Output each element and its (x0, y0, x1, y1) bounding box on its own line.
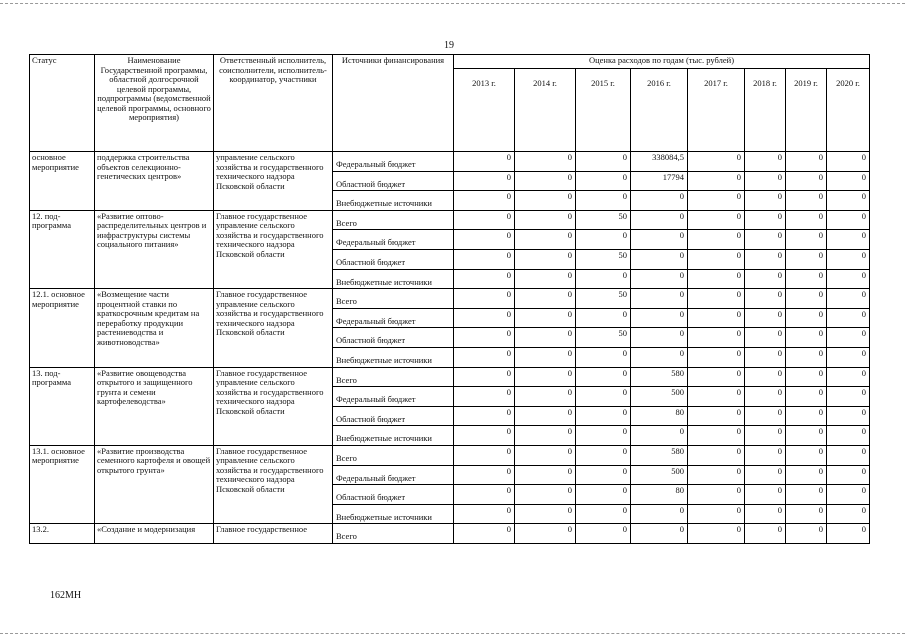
funding-source-cell: Областной бюджет (333, 406, 454, 426)
value-cell: 0 (454, 347, 515, 367)
value-cell: 0 (827, 249, 870, 269)
value-cell: 0 (454, 191, 515, 211)
value-cell: 0 (827, 328, 870, 348)
value-cell: 0 (515, 230, 576, 250)
value-cell: 0 (515, 426, 576, 446)
value-cell: 0 (631, 249, 688, 269)
value-cell: 500 (631, 465, 688, 485)
value-cell: 0 (631, 328, 688, 348)
value-cell: 0 (576, 465, 631, 485)
value-cell: 0 (454, 367, 515, 387)
value-cell: 0 (745, 387, 786, 407)
value-cell: 0 (688, 269, 745, 289)
funding-source-cell: Внебюджетные источники (333, 347, 454, 367)
value-cell: 0 (745, 465, 786, 485)
value-cell: 0 (688, 230, 745, 250)
value-cell: 0 (515, 387, 576, 407)
value-cell: 0 (827, 465, 870, 485)
value-cell: 0 (576, 406, 631, 426)
value-cell: 0 (827, 524, 870, 544)
status-cell: основное мероприятие (30, 152, 95, 211)
funding-source-cell: Федеральный бюджет (333, 387, 454, 407)
value-cell: 0 (515, 347, 576, 367)
value-cell: 0 (786, 191, 827, 211)
value-cell: 0 (454, 249, 515, 269)
value-cell: 0 (576, 171, 631, 191)
value-cell: 0 (786, 347, 827, 367)
value-cell: 0 (576, 308, 631, 328)
value-cell: 580 (631, 367, 688, 387)
value-cell: 0 (745, 230, 786, 250)
year-header: 2018 г. (745, 69, 786, 152)
value-cell: 0 (688, 406, 745, 426)
value-cell: 0 (827, 426, 870, 446)
value-cell: 0 (786, 445, 827, 465)
value-cell: 0 (515, 191, 576, 211)
value-cell: 0 (515, 406, 576, 426)
funding-source-cell: Внебюджетные источники (333, 504, 454, 524)
responsible-cell: Главное государственное (214, 524, 333, 544)
sources-header: Источники финансирования (333, 55, 454, 152)
value-cell: 0 (745, 152, 786, 172)
value-cell: 0 (688, 504, 745, 524)
value-cell: 0 (576, 387, 631, 407)
funding-source-cell: Федеральный бюджет (333, 230, 454, 250)
value-cell: 0 (745, 171, 786, 191)
value-cell: 0 (454, 269, 515, 289)
funding-source-cell: Всего (333, 210, 454, 230)
value-cell: 0 (454, 308, 515, 328)
value-cell: 0 (515, 328, 576, 348)
value-cell: 0 (454, 387, 515, 407)
value-cell: 0 (827, 406, 870, 426)
table-row (30, 210, 870, 230)
value-cell: 0 (454, 465, 515, 485)
year-header: 2013 г. (454, 69, 515, 152)
funding-source-cell: Областной бюджет (333, 249, 454, 269)
funding-source-cell: Областной бюджет (333, 171, 454, 191)
value-cell: 0 (786, 524, 827, 544)
funding-source-cell: Внебюджетные источники (333, 191, 454, 211)
year-header: 2020 г. (827, 69, 870, 152)
estimate-header: Оценка расходов по годам (тыс. рублей) (454, 55, 870, 69)
value-cell: 0 (576, 367, 631, 387)
value-cell: 0 (786, 152, 827, 172)
value-cell: 0 (515, 289, 576, 309)
table-row (30, 152, 870, 172)
year-header: 2019 г. (786, 69, 827, 152)
value-cell: 0 (745, 289, 786, 309)
value-cell: 0 (515, 465, 576, 485)
value-cell: 0 (827, 367, 870, 387)
value-cell: 0 (631, 504, 688, 524)
funding-source-cell: Областной бюджет (333, 485, 454, 505)
value-cell: 0 (786, 328, 827, 348)
value-cell: 0 (827, 308, 870, 328)
value-cell: 0 (454, 504, 515, 524)
value-cell: 0 (631, 210, 688, 230)
value-cell: 0 (786, 485, 827, 505)
value-cell: 50 (576, 249, 631, 269)
value-cell: 0 (576, 269, 631, 289)
value-cell: 0 (745, 406, 786, 426)
value-cell: 0 (745, 445, 786, 465)
year-header: 2017 г. (688, 69, 745, 152)
table-row (30, 445, 870, 465)
value-cell: 0 (631, 347, 688, 367)
status-cell: 13.2. (30, 524, 95, 544)
value-cell: 0 (827, 485, 870, 505)
value-cell: 0 (688, 485, 745, 505)
status-cell: 13.1. основное мероприятие (30, 445, 95, 523)
value-cell: 0 (827, 387, 870, 407)
responsible-cell: Главное государственное управление сельского хозяйства и государственного технического надзора Псковской области (214, 289, 333, 367)
value-cell: 338084,5 (631, 152, 688, 172)
value-cell: 0 (827, 171, 870, 191)
value-cell: 0 (688, 289, 745, 309)
responsible-header: Ответственный исполнитель, соисполнители, исполнитель-координатор, участники (214, 55, 333, 152)
value-cell: 0 (688, 171, 745, 191)
value-cell: 0 (576, 504, 631, 524)
value-cell: 50 (576, 328, 631, 348)
value-cell: 0 (688, 308, 745, 328)
funding-source-cell: Всего (333, 445, 454, 465)
value-cell: 0 (454, 406, 515, 426)
scan-bottom-edge (0, 633, 905, 634)
funding-source-cell: Внебюджетные источники (333, 426, 454, 446)
value-cell: 0 (454, 485, 515, 505)
value-cell: 0 (515, 269, 576, 289)
name-cell: «Развитие оптово-распределительных центров и инфраструктуры системы социального питания» (95, 210, 214, 288)
name-cell: «Возмещение части процентной ставки по краткосрочным кредитам на переработку продукции растениеводства и животноводства» (95, 289, 214, 367)
value-cell: 0 (454, 230, 515, 250)
page-number: 19 (444, 40, 454, 51)
value-cell: 0 (688, 210, 745, 230)
value-cell: 0 (745, 328, 786, 348)
value-cell: 0 (576, 230, 631, 250)
value-cell: 0 (786, 230, 827, 250)
table-row (30, 289, 870, 309)
value-cell: 0 (786, 210, 827, 230)
value-cell: 80 (631, 485, 688, 505)
value-cell: 0 (745, 249, 786, 269)
value-cell: 0 (454, 445, 515, 465)
value-cell: 0 (631, 524, 688, 544)
value-cell: 0 (515, 367, 576, 387)
value-cell: 0 (827, 210, 870, 230)
value-cell: 0 (688, 426, 745, 446)
value-cell: 0 (576, 485, 631, 505)
status-header: Статус (30, 55, 95, 152)
value-cell: 0 (576, 191, 631, 211)
value-cell: 0 (515, 152, 576, 172)
year-header: 2014 г. (515, 69, 576, 152)
value-cell: 0 (688, 367, 745, 387)
name-cell: «Создание и модернизация (95, 524, 214, 544)
value-cell: 0 (515, 485, 576, 505)
value-cell: 0 (688, 387, 745, 407)
name-cell: поддержка строительства объектов селекционно-генетических центров» (95, 152, 214, 211)
value-cell: 0 (786, 367, 827, 387)
value-cell: 500 (631, 387, 688, 407)
value-cell: 0 (827, 289, 870, 309)
value-cell: 0 (688, 347, 745, 367)
responsible-cell: управление сельского хозяйства и государственного технического надзора Псковской области (214, 152, 333, 211)
value-cell: 0 (745, 504, 786, 524)
value-cell: 0 (786, 387, 827, 407)
value-cell: 0 (827, 504, 870, 524)
value-cell: 0 (515, 524, 576, 544)
funding-source-cell: Областной бюджет (333, 328, 454, 348)
value-cell: 0 (515, 210, 576, 230)
value-cell: 0 (454, 524, 515, 544)
table-row (30, 524, 870, 544)
value-cell: 0 (688, 524, 745, 544)
value-cell: 0 (786, 269, 827, 289)
funding-source-cell: Внебюджетные источники (333, 269, 454, 289)
funding-source-cell: Федеральный бюджет (333, 308, 454, 328)
funding-source-cell: Всего (333, 289, 454, 309)
value-cell: 0 (786, 426, 827, 446)
value-cell: 0 (827, 445, 870, 465)
value-cell: 0 (454, 210, 515, 230)
name-cell: «Развитие овощеводства открытого и защищенного грунта и семени картофелеводства» (95, 367, 214, 445)
funding-source-cell: Всего (333, 524, 454, 544)
year-header: 2016 г. (631, 69, 688, 152)
value-cell: 50 (576, 210, 631, 230)
value-cell: 0 (688, 445, 745, 465)
value-cell: 0 (688, 328, 745, 348)
value-cell: 0 (745, 367, 786, 387)
value-cell: 0 (745, 210, 786, 230)
value-cell: 0 (515, 308, 576, 328)
table-body (30, 152, 870, 544)
value-cell: 50 (576, 289, 631, 309)
value-cell: 0 (786, 504, 827, 524)
responsible-cell: Главное государственное управление сельского хозяйства и государственного технического надзора Псковской области (214, 210, 333, 288)
value-cell: 0 (454, 152, 515, 172)
value-cell: 0 (745, 524, 786, 544)
value-cell: 0 (827, 152, 870, 172)
value-cell: 0 (786, 465, 827, 485)
funding-source-cell: Федеральный бюджет (333, 465, 454, 485)
status-cell: 12.1. основное мероприятие (30, 289, 95, 367)
value-cell: 0 (576, 426, 631, 446)
name-header: Наименование Государственной программы, областной долгосрочной целевой программы, подпрограммы (ведомственной целевой программы, основного мероприятия) (95, 55, 214, 152)
value-cell: 0 (631, 191, 688, 211)
value-cell: 0 (454, 426, 515, 446)
funding-source-cell: Всего (333, 367, 454, 387)
value-cell: 0 (515, 504, 576, 524)
value-cell: 0 (827, 347, 870, 367)
value-cell: 0 (688, 249, 745, 269)
value-cell: 0 (688, 465, 745, 485)
value-cell: 0 (576, 524, 631, 544)
value-cell: 0 (786, 308, 827, 328)
expenditure-table (29, 54, 870, 544)
funding-source-cell: Федеральный бюджет (333, 152, 454, 172)
value-cell: 0 (631, 269, 688, 289)
value-cell: 0 (515, 445, 576, 465)
value-cell: 0 (515, 249, 576, 269)
value-cell: 0 (827, 230, 870, 250)
value-cell: 0 (576, 152, 631, 172)
value-cell: 0 (631, 289, 688, 309)
responsible-cell: Главное государственное управление сельского хозяйства и государственного технического надзора Псковской области (214, 445, 333, 523)
value-cell: 0 (688, 152, 745, 172)
year-header: 2015 г. (576, 69, 631, 152)
footer-code: 162МН (50, 590, 82, 601)
responsible-cell: Главное государственное управление сельского хозяйства и государственного технического надзора Псковской области (214, 367, 333, 445)
value-cell: 0 (745, 426, 786, 446)
value-cell: 0 (786, 171, 827, 191)
value-cell: 0 (576, 445, 631, 465)
status-cell: 12. под-программа (30, 210, 95, 288)
value-cell: 0 (745, 308, 786, 328)
name-cell: «Развитие производства семенного картофеля и овощей открытого грунта» (95, 445, 214, 523)
value-cell: 580 (631, 445, 688, 465)
value-cell: 0 (786, 406, 827, 426)
value-cell: 0 (745, 485, 786, 505)
value-cell: 0 (688, 191, 745, 211)
value-cell: 0 (515, 171, 576, 191)
status-cell: 13. под-программа (30, 367, 95, 445)
value-cell: 80 (631, 406, 688, 426)
value-cell: 0 (454, 328, 515, 348)
value-cell: 0 (827, 269, 870, 289)
value-cell: 17794 (631, 171, 688, 191)
value-cell: 0 (631, 426, 688, 446)
value-cell: 0 (786, 249, 827, 269)
value-cell: 0 (827, 191, 870, 211)
value-cell: 0 (631, 308, 688, 328)
value-cell: 0 (786, 289, 827, 309)
value-cell: 0 (576, 347, 631, 367)
value-cell: 0 (745, 347, 786, 367)
value-cell: 0 (454, 171, 515, 191)
value-cell: 0 (745, 191, 786, 211)
value-cell: 0 (745, 269, 786, 289)
value-cell: 0 (454, 289, 515, 309)
value-cell: 0 (631, 230, 688, 250)
table-row (30, 367, 870, 387)
scan-top-edge (0, 3, 905, 4)
